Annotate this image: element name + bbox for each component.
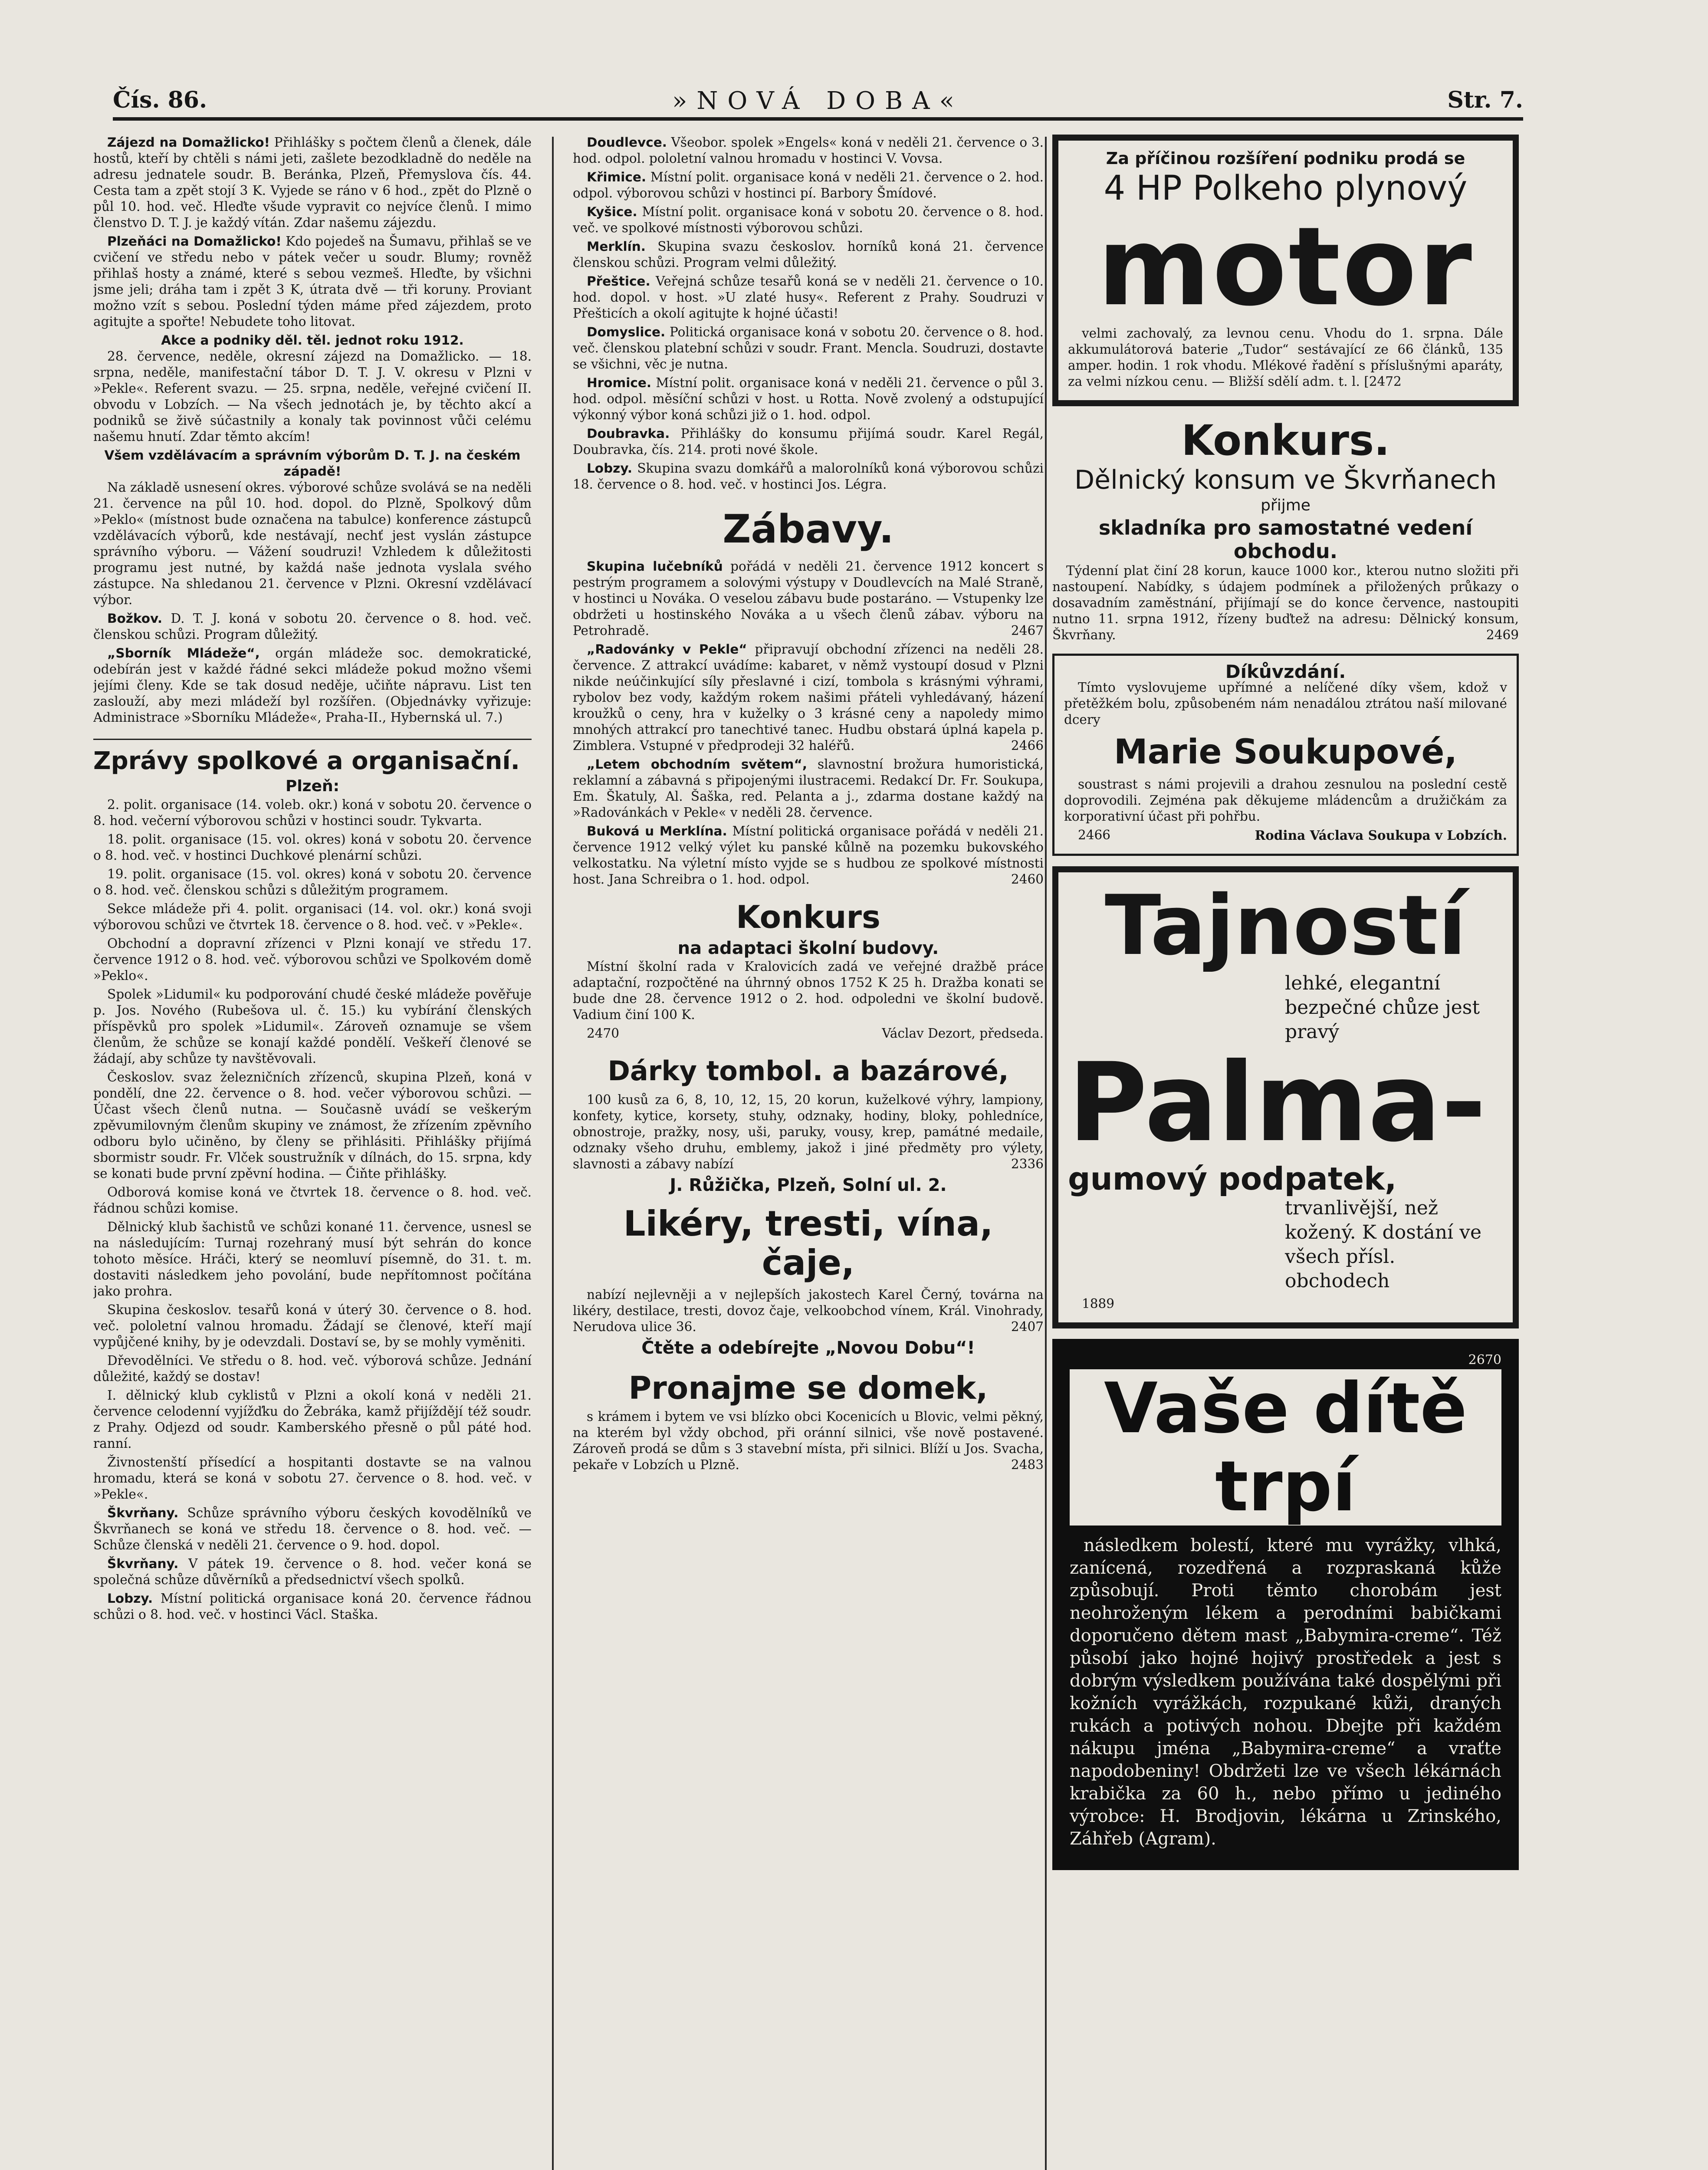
- notice: [573, 324, 1044, 372]
- notice: [573, 375, 1044, 423]
- article-plzenaci: [93, 233, 532, 330]
- event-text: pořádá v neděli 21. července 1912 koncert s pestrým programem a solovými výstupy v Doudlevcích na Malé Straně, v hostinci u Nováka. O veselou zábavu bude postaráno. — Vstupenky lze obdržeti u hostinského Nováka a u všech členů zábav. výboru na Petrohradě.: [573, 559, 1044, 638]
- article-text: Kdo pojedeš na Šumavu, přihlaš se ve cvičení ve středu nebo v pátek večer u soudr. Blumy; rovněž přihlaš hosty a známé, které s sebou vezmeš. Hleďte, by všichni jsme jeli; dráha tam i zpět 3 K, útrata dvě — tři koruny. Proviant možno vzít s sebou. Poslední týden máme před zájezdem, proto agitujte a spořte! Nebudete toho litovat.: [93, 234, 532, 329]
- ad-number: 2336: [1011, 1157, 1044, 1171]
- notice: Odborová komise koná ve čtvrtek 18. července o 8. hod. več. řádnou schůzi komise.: [93, 1185, 532, 1216]
- article-lead: Zájezd na Domažlicko!: [107, 135, 270, 150]
- notice: [93, 1505, 532, 1553]
- notice: Sekce mládeže při 4. polit. organisaci (14. vol. okr.) koná svoji výborovou schůzi ve čtvrtek 18. července o 8. hod. več. v »Pekle«.: [93, 901, 532, 932]
- subscribe-note: Čtěte a odebírejte „Novou Dobu“!: [641, 1338, 975, 1358]
- notice: [573, 135, 1044, 167]
- event-text: připravují obchodní zřízenci na neděli 28. července. Z attrakcí uvádíme: kabaret, v němž vystoupí dosud v Plzni nikde neúčinkující síly přeslavné i cizí, tombola s krásnými výhrami, rybolov bez vody, každým rokem našimi přáteli vyhledávaný, házení kroužků o ceny, hra v kuželky o 3 krásné ceny a napoledy mimo mnohých attrakcí pro tanechtivé tanec. Hudbu obstará úplná kapela p. Zimblera. Vstupné v předprodeji 32 haléřů.: [573, 642, 1044, 753]
- konkurs-ad-prijme: přijme: [1261, 496, 1311, 514]
- pronajme-body: s krámem i bytem ve vsi blízko obci Kocenicích u Blovic, velmi pěkný, na kterém byl vždy obchod, při oránní silnici, vše nově postavené. Zároveň prodá se dům s 3 stavební místa, při silnici. Blíží u Jos. Svacha, pekaře v Lobzích u Plzně.: [573, 1409, 1044, 1472]
- motor-ad: [1052, 135, 1519, 406]
- pronajme-heading: Pronajme se domek,: [628, 1370, 988, 1406]
- darky-firm: J. Růžička, Plzeň, Solní ul. 2.: [670, 1175, 947, 1195]
- notice-lead: Lobzy.: [587, 461, 633, 476]
- konkurs-heading: Konkurs: [736, 899, 880, 935]
- event-lead: „Radovánky v Pekle“: [587, 642, 747, 657]
- notice-text: Skupina svazu českoslov. horníků koná 21. července členskou schůzi. Program velmi důležitý.: [573, 239, 1044, 270]
- notice: Spolek »Lidumil« ku podporování chudé české mládeže pověřuje p. Jos. Nového (Rubešova ul. č. 15.) ku vybírání členských příspěvků pro spolek »Lidumil«. Zároveň oznamuje se všem členům, že schůze se konají každé pondělí. Veškeří členové se žádají, aby schůze ty navštěvovali.: [93, 987, 532, 1066]
- notice-text: Politická organisace koná v sobotu 20. července o 8. hod. več. členskou platební schůzi v soudr. Frant. Mencla. Soudruzi, dostavte se všichni, věc je nutna.: [573, 325, 1044, 372]
- dikuvzdani-name: Marie Soukupové,: [1113, 733, 1457, 772]
- konkurs-text: Místní školní rada v Kralovicích zadá ve veřejné dražbě práce adaptační, rozpočtěné na úhrnný obnos 1752 K 25 h. Dražba konati se bude dne 28. července 1912 o 2. hod. odpoledni ve školní budově. Vadium činí 100 K.: [573, 959, 1044, 1022]
- konkurs-ad-body: Týdenní plat činí 28 korun, kauce 1000 kor., kterou nutno složiti při nastoupení. Nabídky, s údajem podmínek a přiložených průkazy o dosavadním zaměstnání, přijímají se do konce července, nastoupiti nutno 11. srpna 1912, řízeny buďtež na adresu: Dělnický konsum, Škvrňany.: [1052, 563, 1519, 642]
- liker-heading: Likéry, tresti, vína, čaje,: [623, 1203, 993, 1283]
- motor-ad-body: velmi zachovalý, za levnou cenu. Vhodu do 1. srpna. Dále akkumulátorová baterie „Tudor“ sestávající ze 66 článků, 135 amper. hodin. 1 rok vhodu. Mlékové řadění s příslušnými aparáty, za velmi nízkou cenu. — Bližší sdělí adm. t. l.: [1068, 326, 1503, 389]
- article-text: Přihlášky s počtem členů a členek, dále hostů, kteří by chtěli s námi jeti, zašlete bezodkladně do neděle na adresu jednatele soudr. B. Beránka, Plzeň, Přemyslova čís. 44. Cesta tam a zpět stojí 3 K. Vyjede se ráno v 6 hod., zpět do Plzně o půl 10. hod. več. Hleďte všude vypravit co nejvíce členů. I mimo členstvo D. T. J. je každý vítán. Zdar našemu zájezdu.: [93, 135, 532, 230]
- section-subtitle: Plzeň:: [285, 777, 340, 795]
- babymira-ad-text: následkem bolestí, které mu vyrážky, vlhká, zanícená, rozedřená a rozpraskaná kůže způsobují. Proti těmto chorobám jest neohroženým lékem a perodními babičkami doporučeno dětem mast „Babymira-creme“. Též působí jako hojné hojivý prostředek a jest s dobrým výsledkem používána také dospělými při kožních vyrážkách, rozpukané kůži, draných rukách a potivých nohou. Dbejte při každém nákupu jména „Babymira-creme“ a vraťte napodobeniny! Obdržeti lze ve všech lékárnách krabička za 60 h., nebo přímo u jediného výrobce: H. Brodjovin, lékárna u Zrinského, Záhřeb (Agram).: [1070, 1535, 1501, 1849]
- notice-lead: Přeštice.: [587, 274, 650, 289]
- notice-text: Místní politická organisace koná 20. července řádnou schůzi o 8. hod. več. v hostinci Václ. Staška.: [93, 1591, 532, 1622]
- notice-text: Přihlášky do konsumu přijímá soudr. Karel Regál, Doubravka, čís. 214. proti nové škole.: [573, 426, 1044, 457]
- konkurs-ad-text: [1052, 563, 1519, 643]
- ad-number: 2483: [1011, 1457, 1044, 1472]
- liker-text: [573, 1287, 1044, 1335]
- article-lead: Plzeňáci na Domažlicko!: [107, 234, 282, 249]
- page-number: Str. 7.: [1447, 87, 1523, 113]
- notice-lead: Kyšice.: [587, 204, 637, 219]
- notice-lead: Domyslice.: [587, 325, 666, 339]
- section-title: Zprávy spolkové a organisační.: [93, 739, 532, 776]
- motor-ad-title: motor: [1097, 204, 1474, 330]
- event-text: slavnostní brožura humoristická, reklamní a zábavná s připojenými ilustracemi. Redakcí Dr. Fr. Soukupa, Em. Škatuly, Al. Šaška, red. Pelanta a j., zdarma dostane každý na »Radovánkách v Pekle« v neděli 28. července.: [573, 757, 1044, 820]
- motor-ad-top: Za příčinou rozšíření podniku prodá se: [1106, 149, 1465, 168]
- notice-text: V pátek 19. července o 8. hod. večer koná se společná schůze důvěrníků a předsednictví všech spolků.: [93, 1556, 532, 1587]
- konkurs-subheading: na adaptaci školní budovy.: [677, 938, 939, 958]
- ad-number: 2467: [1011, 623, 1044, 638]
- column-2: [573, 135, 1044, 2170]
- ad-number: 2469: [1486, 628, 1519, 642]
- notice: Dělnický klub šachistů ve schůzi konané 11. července, usnesl se na následujícím: Turnaj rozehraný musí být sehrán do konce tohoto měsíce. Hráči, který se neomluví písemně, do 31. t. m. dostaviti následkem jeho povolání, bude nepřítomnost počítána jako prohra.: [93, 1220, 532, 1299]
- event-lead: Buková u Merklína.: [587, 824, 727, 838]
- motor-ad-text: [1068, 326, 1503, 390]
- notice: Živnostenští přísedící a hospitanti dostavte se na valnou hromadu, která se koná v sobotu 27. července o 8. hod. več. v »Pekle«.: [93, 1455, 532, 1502]
- ad-number: 2470: [587, 1026, 620, 1041]
- notice-lead: Hromice.: [587, 375, 652, 390]
- event-lead: Skupina lučebníků: [587, 559, 723, 574]
- dikuvzdani-ad: [1052, 654, 1519, 856]
- article-sbornik: [93, 645, 532, 726]
- event: [573, 559, 1044, 639]
- notice: [573, 204, 1044, 236]
- notice: [93, 1556, 532, 1588]
- notice-text: Všeobor. spolek »Engels« koná v neděli 21. července o 3. hod. odpol. pololetní valnou hromadu v hostinci V. Vovsa.: [573, 135, 1044, 166]
- notice: Dřevodělníci. Ve středu o 8. hod. več. výborová schůze. Jednání důležité, každý se dostav!: [93, 1353, 532, 1384]
- darky-heading: Dárky tombol. a bazárové,: [608, 1055, 1009, 1087]
- ad-number: 2460: [1011, 872, 1044, 887]
- notice: Českoslov. svaz železničních zřízenců, skupina Plzeň, koná v pondělí, dne 22. července o 8. hod. večer výborovou schůzi. — Účast všech členů nutna. — Současně uvádí se veškerým zpěvumilovným členům skupiny ve známost, že zřízením zpěvního odboru bylo učiněno, by členy se přihlásiti. Přihlášky přijímá sbormistr soudr. Fr. Vlček soustružník v dílnách, do 15. srpna, kdy se konati bude první zpěvní hodina. — Čiňte přihlášky.: [93, 1070, 532, 1181]
- notice: [573, 273, 1044, 322]
- article-bozkov: [93, 611, 532, 643]
- ad-number: 2407: [1011, 1319, 1044, 1334]
- masthead-title: »NOVÁ DOBA«: [672, 87, 964, 115]
- palma-ad-product: gumový podpatek,: [1068, 1161, 1397, 1197]
- dikuvzdani-text: soustrast s námi projevili a drahou zesnulou na poslední cestě doprovodili. Zejména pak děkujeme mládencům a družičkám za korporativní účast při pohřbu.: [1064, 777, 1507, 824]
- notice-lead: Merklín.: [587, 239, 646, 254]
- darky-text: [573, 1092, 1044, 1172]
- notice-text: Schůze správního výboru českých kovodělníků ve Škvrňanech se koná ve středu 18. července o 8. hod. več. — Schůze členská v neděli 21. července o 9. hod. dopol.: [93, 1506, 532, 1552]
- zabavy-heading: Zábavy.: [723, 506, 894, 552]
- ad-number: 2670: [1468, 1352, 1501, 1368]
- column-rule-1: [552, 137, 554, 2170]
- article-heading: Všem vzdělávacím a správním výborům D. T. J. na českém západě!: [104, 448, 521, 479]
- event-text: Místní politická organisace pořádá v neděli 21. července 1912 velký výlet ku panské kůlně na pozemku bukovského velkostatku. Na výletní místo vyjde se s hudbou ze spolkové místnosti host. Jana Schreibra o 1. hod. odpol.: [573, 824, 1044, 887]
- notice-text: Místní polit. organisace koná v sobotu 20. července o 8. hod. več. ve spolkové místnosti výborovou schůzi.: [573, 204, 1044, 235]
- notice: [573, 426, 1044, 458]
- dikuvzdani-title: Díkůvzdání.: [1225, 661, 1346, 682]
- babymira-ad-title: Vaše dítě trpí: [1070, 1369, 1501, 1526]
- notice: [573, 460, 1044, 493]
- palma-ad-text: trvanlivější, než kožený. K dostání ve všech přísl. obchodech: [1285, 1197, 1481, 1292]
- notice: Skupina českoslov. tesařů koná v úterý 30. července o 8. hod. več. pololetní valnou hromadu. Žádají se členové, kteří mají vypůjčené knihy, by je odevzdali. Dostaví se, by se mohly vyměniti.: [93, 1302, 532, 1349]
- ad-number: 1889: [1082, 1296, 1115, 1311]
- notice: 19. polit. organisace (15. vol. okres) koná v sobotu 20. července o 8. hod. več. členskou schůzi s důležitým programem.: [93, 867, 532, 898]
- notice-lead: Škvrňany.: [107, 1556, 179, 1571]
- dikuvzdani-text: Tímto vyslovujeme upřímné a nelíčené díky všem, kdož v přetěžkém bolu, způsobeném nám nenadálou ztrátou naší milované dcery: [1064, 680, 1507, 727]
- article-text: D. T. J. koná v sobotu 20. července o 8. hod. več. členskou schůzi. Program důležitý.: [93, 611, 532, 642]
- notice-lead: Doudlevce.: [587, 135, 667, 150]
- event: [573, 756, 1044, 821]
- article-zajezd: [93, 135, 532, 231]
- article-lead: Božkov.: [107, 611, 163, 626]
- notice: [573, 169, 1044, 201]
- konkurs-signature: Václav Dezort, předseda.: [882, 1026, 1044, 1041]
- palma-ad-brand: Palma-: [1068, 1039, 1486, 1166]
- notice-lead: Škvrňany.: [107, 1506, 179, 1520]
- notice: 18. polit. organisace (15. vol. okres) koná v sobotu 20. července o 8. hod. več. v hostinci Duchkové plenární schůzi.: [93, 832, 532, 863]
- article-text: 28. července, neděle, okresní zájezd na Domažlicko. — 18. srpna, neděle, manifestační tábor D. T. J. V. okresu v Plzni v »Pekle«. Referent svazu. — 25. srpna, neděle, veřejné cvičení II. obvodu v Lobzích. — Na všech jednotách je, by těchto akcí a podniků se živě súčastnily a konaly tak povinnost vůči celému našemu hnutí. Zdar těmto akcím!: [93, 349, 532, 444]
- dikuvzdani-footer: [1064, 827, 1507, 843]
- event-lead: „Letem obchodním světem“,: [587, 757, 808, 772]
- motor-ad-subtitle: 4 HP Polkeho plynový: [1104, 169, 1468, 208]
- konkurs-ad-employer: Dělnický konsum ve Škvrňanech: [1074, 465, 1497, 495]
- event: [573, 823, 1044, 888]
- konkurs-ad-title: Konkurs.: [1181, 416, 1390, 465]
- notice: I. dělnický klub cyklistů v Plzni a okolí koná v neděli 21. července celodenní vyjížďku do Žebráka, kamž přijíždějí též soudr. z Prahy. Odjezd od soudr. Kamberského přesně o půl páté hod. ranní.: [93, 1388, 532, 1451]
- issue-number: Čís. 86.: [113, 87, 207, 113]
- ad-number: [2472: [1364, 374, 1402, 389]
- notice-text: Veřejná schůze tesařů koná se v neděli 21. července o 10. hod. dopol. v host. »U zlaté husy«. Referent z Prahy. Soudruzi v Přešticích a okolí agitujte k hojné účasti!: [573, 274, 1044, 321]
- article-text: Na základě usnesení okres. výborové schůze svolává se na neděli 21. července na půl 10. hod. dopol. do Plzně, Spolkový dům »Peklo« (místnost bude označena na tabulce) konference zástupců vzdělávacích výborů, kde nestávají, nechť jest vyslán zástupce správního výboru. — Vážení soudruzi! Vzhledem k důležitosti programu jest nutné, by každá naše jednota vyslala svého zástupce. Na shledanou 21. července v Plzni. Okresní vzdělávací výbor.: [93, 480, 532, 607]
- notice-text: Skupina svazu domkářů a malorolníků koná výborovou schůzi 18. července o 8. hod. več. v hostinci Jos. Légra.: [573, 461, 1044, 492]
- notice: [93, 1591, 532, 1623]
- article-lead: „Sborník Mládeže“,: [107, 646, 260, 661]
- darky-body: 100 kusů za 6, 8, 10, 12, 15, 20 korun, kuželkové výhry, lampiony, konfety, kytice, korsety, stuhy, odznaky, hodiny, bloky, pohledníce, obnostroje, pražky, nosy, uši, paruky, vousy, krep, památné medaile, odznaky všeho druhu, emblemy, jakož i jiné předměty pro výlety, slavnosti a zábavy nabízí: [573, 1092, 1044, 1171]
- page-header: [113, 82, 1523, 121]
- palma-ad: [1052, 866, 1519, 1328]
- article-heading: Akce a podniky děl. těl. jednot roku 1912.: [161, 333, 464, 348]
- column-rule-2: [1045, 137, 1047, 2170]
- palma-ad-tagline: lehké, elegantní bezpečné chůze jest pravý: [1285, 972, 1480, 1043]
- konkurs-footer: [573, 1026, 1044, 1042]
- event: [573, 641, 1044, 754]
- babymira-ad: [1052, 1339, 1519, 1870]
- column-1: [93, 135, 532, 2170]
- notice: 2. polit. organisace (14. voleb. okr.) koná v sobotu 20. července o 8. hod. večerní výborovou schůzi v hostinci soudr. Tykvarta.: [93, 797, 532, 828]
- dikuvzdani-signature: Rodina Václava Soukupa v Lobzích.: [1255, 828, 1507, 843]
- notice-lead: Lobzy.: [107, 1591, 153, 1606]
- notice: Obchodní a dopravní zřízenci v Plzni konají ve středu 17. července 1912 o 8. hod. več. výborovou schůzi ve Spolkovém domě »Peklo«.: [93, 936, 532, 983]
- konkurs-ad-position: skladníka pro samostatné vedení obchodu.: [1098, 516, 1473, 563]
- notice-lead: Křimice.: [587, 170, 647, 184]
- article-text: orgán mládeže soc. demokratické, odebírán jest v každé řádné sekci mládeže pokud možno všemi jejími členy. Kde se tak dosud neděje, učiňte nápravu. List ten zaslouží, aby mezi mládeží byl rozšířen. (Objednávky vyřizuje: Administrace »Sborníku Mládeže«, Praha-II., Hybernská ul. 7.): [93, 646, 532, 725]
- pronajme-text: [573, 1409, 1044, 1473]
- notice-text: Místní polit. organisace koná v neděli 21. července o 2. hod. odpol. výborovou schůzi v hostinci pí. Barbory Šmídové.: [573, 170, 1044, 201]
- notice-lead: Doubravka.: [587, 426, 670, 441]
- notice-text: Místní polit. organisace koná v neděli 21. července o půl 3. hod. odpol. měsíční schůzi v host. u Rotta. Nově zvolený a odstupující výkonný výbor koná schůzi již o 1. hod. odpol.: [573, 375, 1044, 422]
- notice: [573, 239, 1044, 271]
- column-3: [1052, 135, 1519, 2170]
- ad-number: 2466: [1011, 738, 1044, 753]
- palma-ad-title: Tajností: [1104, 878, 1467, 973]
- liker-body: nabízí nejlevněji a v nejlepších jakostech Karel Černý, továrna na likéry, destilace, tresti, dovoz čaje, velkoobchod vínem, Král. Vinohrady, Nerudova ulice 36.: [573, 1287, 1044, 1334]
- ad-number: 2466: [1078, 828, 1111, 842]
